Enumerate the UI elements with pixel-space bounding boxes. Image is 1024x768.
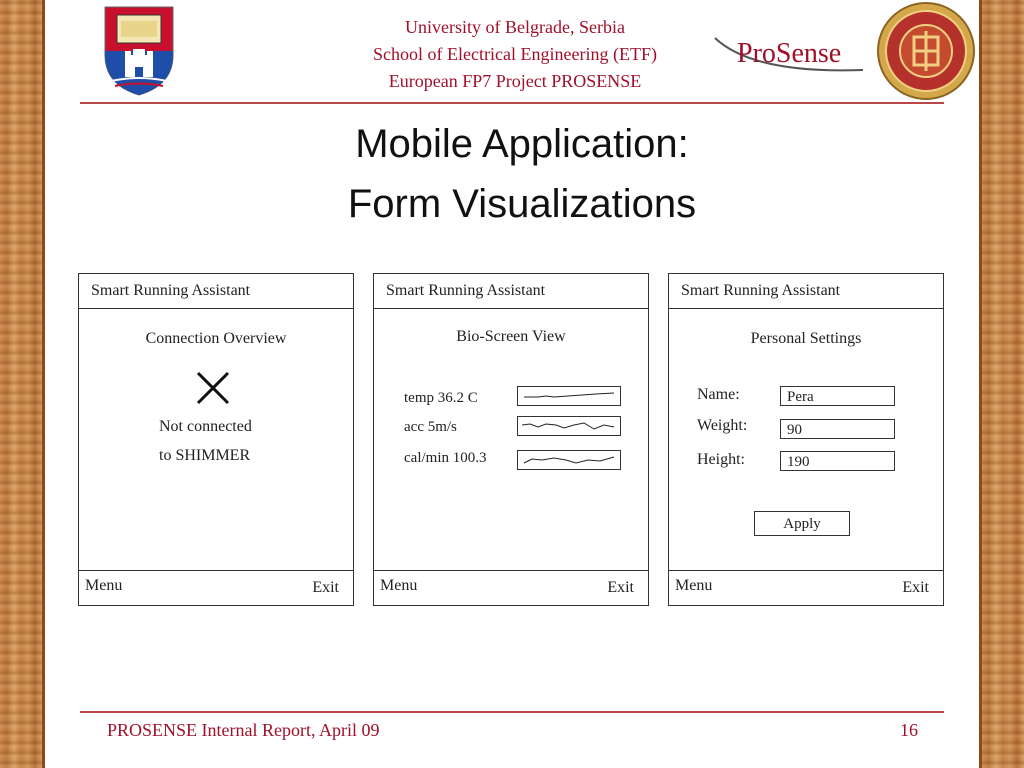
name-label: Name: <box>697 386 740 403</box>
softkey-bar <box>79 570 353 605</box>
slide-title <box>242 114 802 234</box>
wood-border-left <box>0 0 45 768</box>
acceleration-sparkline <box>517 416 621 436</box>
menu-softkey[interactable]: Menu <box>675 577 713 594</box>
height-input[interactable]: 190 <box>780 451 895 471</box>
apply-button[interactable]: Apply <box>754 511 850 536</box>
menu-softkey[interactable]: Menu <box>85 577 123 594</box>
bio-screen-view <box>373 273 649 606</box>
connection-status-line-2: to SHIMMER <box>159 447 251 464</box>
app-title: Smart Running Assistant <box>681 282 841 299</box>
temperature-sparkline <box>517 386 621 406</box>
acceleration-reading: acc 5m/s <box>404 419 457 435</box>
app-title: Smart Running Assistant <box>386 282 546 299</box>
connection-overview-screen <box>78 273 354 606</box>
app-title-bar <box>669 274 943 309</box>
footer-divider <box>80 711 944 713</box>
softkey-bar <box>374 570 648 605</box>
menu-softkey[interactable]: Menu <box>380 577 418 594</box>
height-label: Height: <box>697 451 745 468</box>
weight-label: Weight: <box>697 417 748 434</box>
prosense-logo-text: ProSense <box>737 38 842 69</box>
report-footer: PROSENSE Internal Report, April 09 <box>107 720 380 740</box>
app-title-bar <box>374 274 648 309</box>
temperature-reading: temp 36.2 C <box>404 390 478 406</box>
weight-input[interactable]: 90 <box>780 419 895 439</box>
slide-title-line-1: Mobile Application: <box>355 122 689 166</box>
calories-reading: cal/min 100.3 <box>404 450 487 466</box>
exit-softkey[interactable]: Exit <box>902 579 929 596</box>
exit-softkey[interactable]: Exit <box>312 579 339 596</box>
header-line-3: European FP7 Project PROSENSE <box>388 71 642 91</box>
screen-heading: Bio-Screen View <box>456 328 566 345</box>
header-divider <box>80 102 944 104</box>
page-number: 16 <box>900 720 918 740</box>
prosense-logo <box>713 32 873 76</box>
disconnected-x-icon <box>195 370 231 406</box>
header-line-2: School of Electrical Engineering (ETF) <box>373 44 657 64</box>
header-line-1: University of Belgrade, Serbia <box>405 17 625 37</box>
connection-status-line-1: Not connected <box>159 418 252 435</box>
app-title: Smart Running Assistant <box>91 282 251 299</box>
screen-heading: Personal Settings <box>750 330 862 347</box>
screen-heading: Connection Overview <box>145 330 287 347</box>
university-header <box>300 14 730 95</box>
app-title-bar <box>79 274 353 309</box>
slide-title-line-2: Form Visualizations <box>347 182 697 226</box>
exit-softkey[interactable]: Exit <box>607 579 634 596</box>
belgrade-crest-icon <box>103 5 175 97</box>
personal-settings-screen <box>668 273 944 606</box>
wood-border-right <box>979 0 1024 768</box>
name-input[interactable]: Pera <box>780 386 895 406</box>
softkey-bar <box>669 570 943 605</box>
calories-sparkline <box>517 450 621 470</box>
etf-seal-icon <box>876 1 976 101</box>
